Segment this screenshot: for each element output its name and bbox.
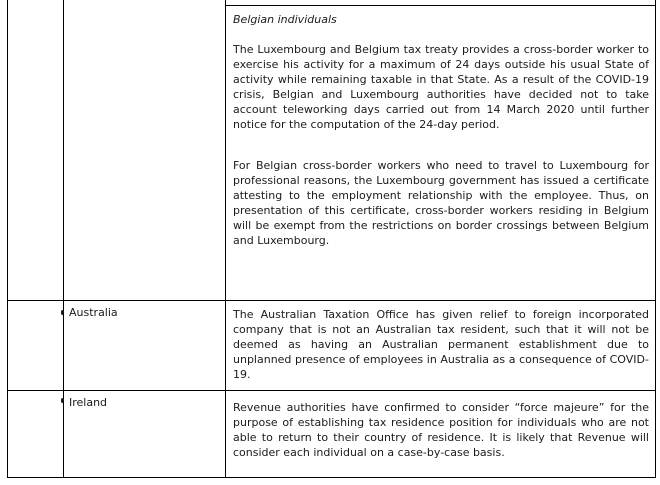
region-cell-empty xyxy=(8,0,64,300)
measure-cell-belgium xyxy=(226,0,655,300)
cell-heading: Belgian individuals xyxy=(233,13,337,26)
paragraph: For Belgian cross-border workers who need to travel to Luxembourg for professional reasons, the Luxembourg government has issued a certificate attesting to the employment relationship with the employee. Thus, on presentation of this certificate, cross-border workers residing in Belgium will be exempt from the restrictions on border crossings between Belgium and Luxembourg. xyxy=(233,159,649,247)
bullet-icon xyxy=(61,310,64,315)
paragraph: Revenue authorities have confirmed to consider “force majeure” for the purpose of establishing tax residence position for individuals who are not able to return to their country of residence. It is likely that Revenue will consider each individual on a case-by-case basis. xyxy=(233,401,649,459)
table-row xyxy=(8,300,655,390)
paragraph: The Australian Taxation Office has given relief to foreign incorporated company that is not an Australian tax resident, such that it will not be deemed as having an Australian permanent establishment due to unplanned presence of employees in Australia as a consequence of COVID-19. xyxy=(233,308,649,381)
measure-cell-ireland xyxy=(226,391,655,478)
country-cell-empty xyxy=(64,0,226,300)
country-measures-table xyxy=(7,0,656,478)
country-cell-ireland xyxy=(64,391,226,478)
table-row xyxy=(8,390,655,478)
bullet-icon xyxy=(61,398,64,403)
measure-cell-australia xyxy=(226,301,655,390)
paragraph: The Luxembourg and Belgium tax treaty provides a cross-border worker to exercise his activity for a maximum of 24 days outside his usual State of activity while remaining taxable in that State. As a result of the COVID-19 crisis, Belgian and Luxembourg authorities have decided not to take account teleworking days carried out from 14 March 2020 until further notice for the computation of the 24-day period. xyxy=(233,43,649,131)
measure-text-belgium xyxy=(233,6,649,248)
table-row xyxy=(8,0,655,300)
country-label: Ireland xyxy=(69,396,108,409)
region-cell-empty xyxy=(8,301,64,390)
region-cell-empty xyxy=(8,391,64,478)
country-label: Australia xyxy=(69,306,118,319)
country-cell-australia xyxy=(64,301,226,390)
